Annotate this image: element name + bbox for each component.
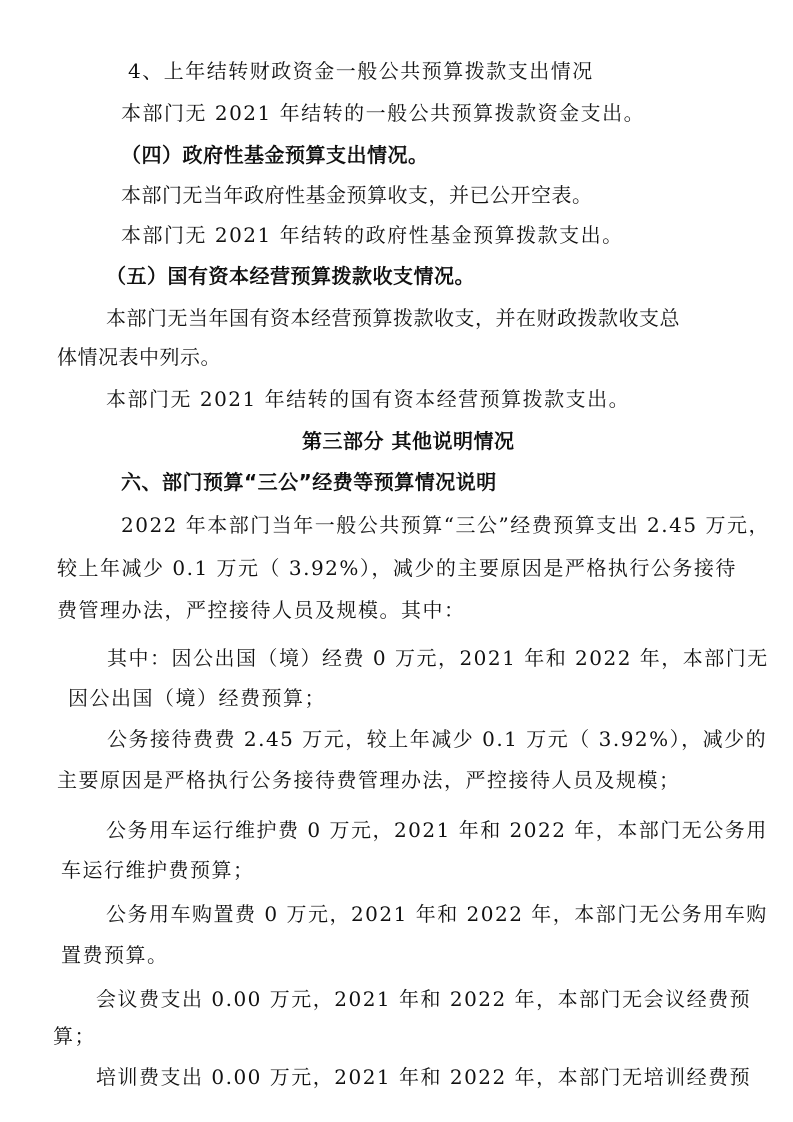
- paragraph-line: 本部门无当年政府性基金预算收支，并已公开空表。: [121, 183, 593, 207]
- paragraph-line: 公务用车购置费 0 万元，2021 年和 2022 年，本部门无公务用车购: [106, 902, 768, 926]
- paragraph-line: 本部门无 2021 年结转的国有资本经营预算拨款支出。: [106, 387, 631, 411]
- paragraph-line: 算；: [53, 1024, 96, 1048]
- paragraph-line: 会议费支出 0.00 万元，2021 年和 2022 年，本部门无会议经费预: [96, 987, 752, 1011]
- part-three-title: 第三部分 其他说明情况: [302, 429, 515, 453]
- paragraph-line: 较上年减少 0.1 万元（ 3.92%），减少的主要原因是严格执行公务接待: [57, 556, 737, 580]
- paragraph-line: 费管理办法，严控接待人员及规模。其中：: [57, 598, 466, 622]
- paragraph-line: 因公出国（境）经费预算；: [68, 686, 326, 710]
- paragraph-line: 主要原因是严格执行公务接待费管理办法，严控接待人员及规模；: [57, 768, 681, 792]
- paragraph-line: 公务接待费费 2.45 万元，较上年减少 0.1 万元（ 3.92%），减少的: [107, 727, 768, 751]
- paragraph-line: 公务用车运行维护费 0 万元，2021 年和 2022 年，本部门无公务用: [106, 818, 768, 842]
- paragraph-line: 本部门无 2021 年结转的一般公共预算拨款资金支出。: [121, 101, 646, 125]
- paragraph-line: 本部门无当年国有资本经营预算拨款收支，并在财政拨款收支总: [106, 306, 680, 330]
- paragraph-line: 体情况表中列示。: [57, 345, 221, 369]
- section-4-title: 4、上年结转财政资金一般公共预算拨款支出情况: [128, 59, 594, 83]
- section-heading-4: （四）政府性基金预算支出情况。: [121, 143, 429, 167]
- section-6-title: 六、部门预算“三公”经费等预算情况说明: [121, 470, 497, 494]
- paragraph-line: 车运行维护费预算；: [61, 858, 255, 882]
- paragraph-line: 其中：因公出国（境）经费 0 万元，2021 年和 2022 年，本部门无: [107, 646, 769, 670]
- paragraph-line: 2022 年本部门当年一般公共预算“三公”经费预算支出 2.45 万元，: [121, 513, 770, 537]
- paragraph-line: 置费预算。: [61, 943, 169, 967]
- paragraph-line: 本部门无 2021 年结转的政府性基金预算拨款支出。: [121, 223, 624, 247]
- section-heading-5: （五）国有资本经营预算拨款收支情况。: [106, 264, 475, 288]
- paragraph-line: 培训费支出 0.00 万元，2021 年和 2022 年，本部门无培训经费预: [96, 1065, 752, 1089]
